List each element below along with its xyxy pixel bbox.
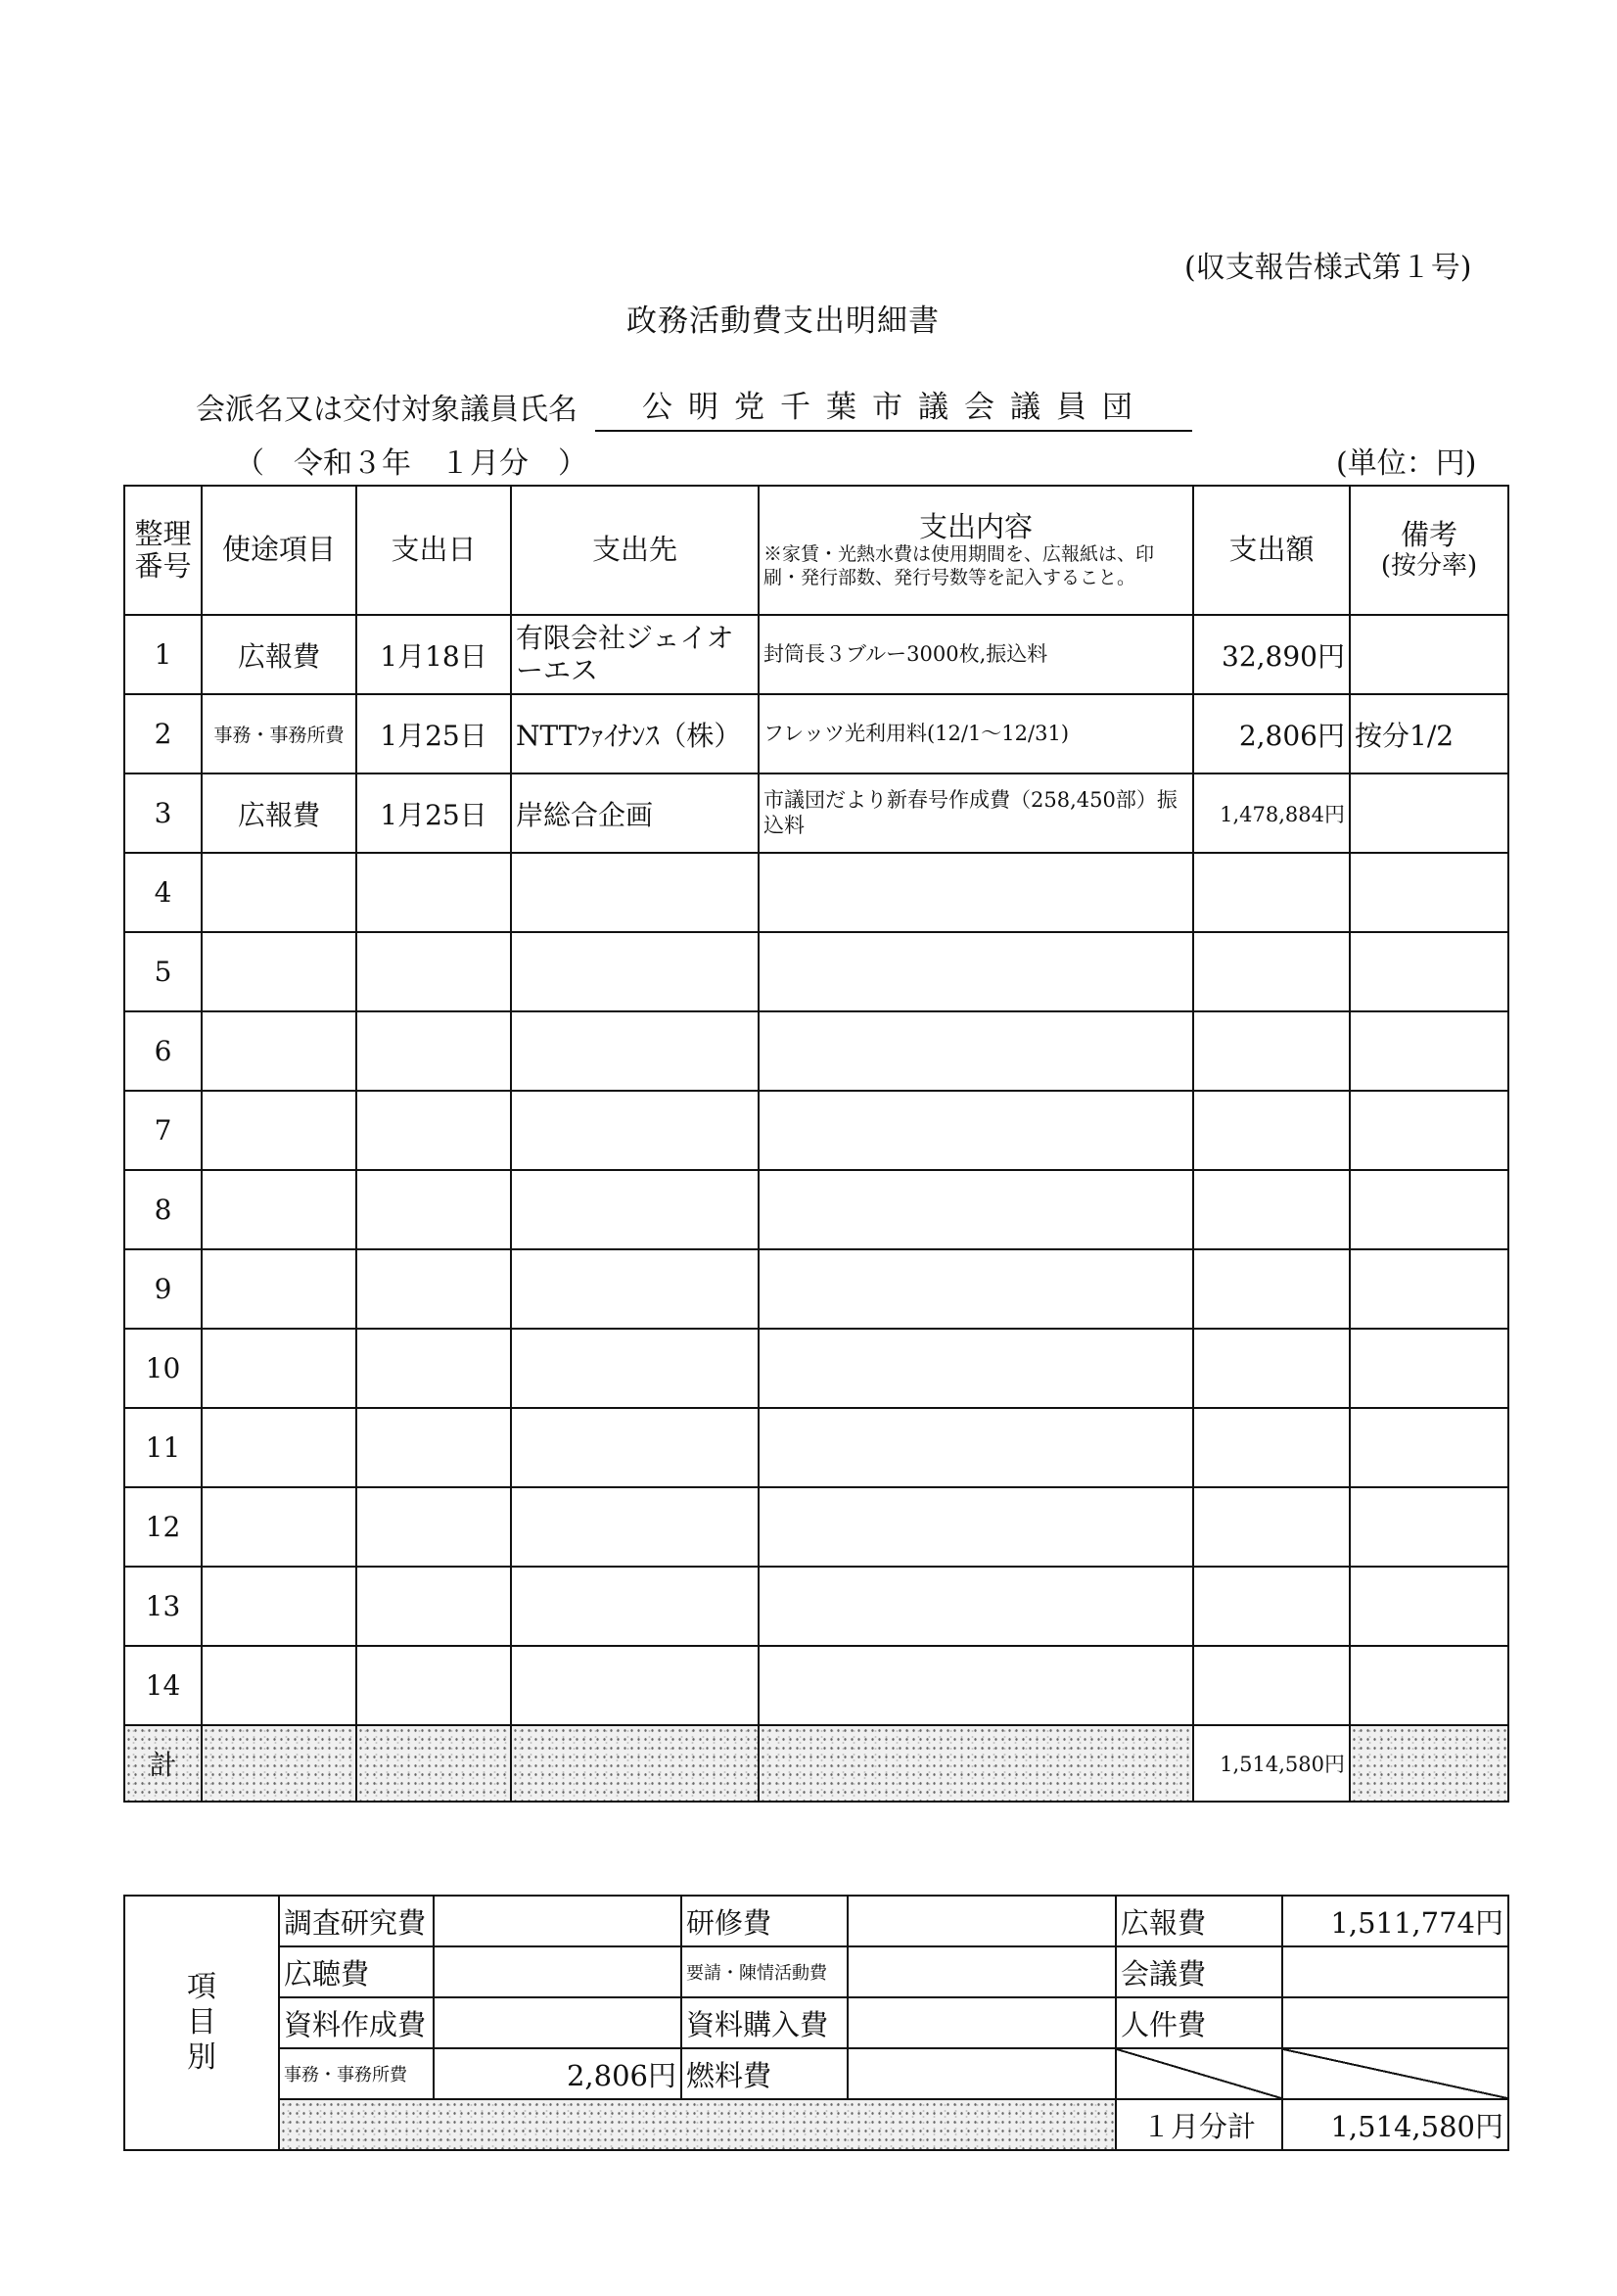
row-cell-empty: [1193, 853, 1350, 932]
category-row: [124, 1946, 1508, 1997]
row-cell-empty: [759, 1011, 1193, 1091]
cat-training-value: [848, 1896, 1116, 1946]
total-blank: [511, 1725, 759, 1802]
category-row: [124, 1997, 1508, 2048]
row-cell-empty: [759, 1249, 1193, 1329]
row-cell-empty: [511, 1249, 759, 1329]
row-cell-empty: [1193, 1170, 1350, 1249]
row-cell-empty: [356, 1329, 511, 1408]
row-cell-empty: [356, 1646, 511, 1725]
row-cell-empty: [1350, 1170, 1508, 1249]
table-row: [124, 1249, 1508, 1329]
row-no: 4: [124, 853, 202, 932]
row-cell-empty: [356, 1249, 511, 1329]
total-label: 計: [124, 1725, 202, 1802]
row-cell-empty: [1193, 1329, 1350, 1408]
row-cell-empty: [356, 853, 511, 932]
row-amount: 32,890円: [1193, 615, 1350, 694]
row-purpose: 事務・事務所費: [202, 694, 356, 773]
cat-meeting-value: [1282, 1946, 1508, 1997]
row-cell-empty: [511, 1487, 759, 1567]
row-cell-empty: [1350, 1091, 1508, 1170]
category-row: [124, 1896, 1508, 1946]
row-cell-empty: [511, 1646, 759, 1725]
cat-materials-creation-value: [434, 1997, 681, 2048]
row-cell-empty: [356, 932, 511, 1011]
table-row: [124, 1011, 1508, 1091]
row-cell-empty: [202, 1011, 356, 1091]
cat-office-value: 2,806円: [434, 2048, 681, 2099]
row-cell-empty: [202, 1487, 356, 1567]
category-row: [124, 2048, 1508, 2099]
cat-materials-purchase-label: 資料購入費: [681, 1997, 848, 2048]
cat-publicity-label: 広報費: [1116, 1896, 1282, 1946]
header-content-label: 支出内容: [918, 509, 1033, 543]
table-row: [124, 1170, 1508, 1249]
row-cell-empty: [202, 932, 356, 1011]
category-label: [124, 1896, 279, 2150]
row-remarks: 按分1/2: [1350, 694, 1508, 773]
header-amount: 支出額: [1193, 486, 1350, 615]
row-cell-empty: [202, 1329, 356, 1408]
row-purpose: 広報費: [202, 615, 356, 694]
header-no: [124, 486, 202, 615]
cat-publicity-value: 1,511,774円: [1282, 1896, 1508, 1946]
row-date: 1月18日: [356, 615, 511, 694]
diagonal-cell: [1282, 2048, 1508, 2099]
row-cell-empty: [1193, 1567, 1350, 1646]
total-amount: 1,514,580円: [1193, 1725, 1350, 1802]
document-title: 政務活動費支出明細書: [626, 304, 940, 339]
header-row: [124, 486, 1508, 615]
row-cell-empty: [356, 1170, 511, 1249]
party-label: 会派名又は交付対象議員氏名: [196, 393, 578, 427]
row-cell-empty: [759, 1091, 1193, 1170]
row-amount: 2,806円: [1193, 694, 1350, 773]
row-no: 1: [124, 615, 202, 694]
expense-table: [123, 485, 1509, 1803]
row-content: フレッツ光利用料(12/1～12/31): [759, 694, 1193, 773]
row-cell-empty: [759, 1170, 1193, 1249]
row-cell-empty: [356, 1408, 511, 1487]
total-blank: [759, 1725, 1193, 1802]
row-cell-empty: [511, 1091, 759, 1170]
row-cell-empty: [1193, 1249, 1350, 1329]
header-content-note: ※家賃・光熱水費は使用期間を、広報紙は、印刷・発行部数、発行号数等を記入すること。: [763, 542, 1155, 588]
row-cell-empty: [1350, 853, 1508, 932]
total-row: [124, 1725, 1508, 1802]
table-row: [124, 773, 1508, 853]
total-blank: [356, 1725, 511, 1802]
row-cell-empty: [511, 1567, 759, 1646]
row-remarks: [1350, 615, 1508, 694]
cat-personnel-label: 人件費: [1116, 1997, 1282, 2048]
row-cell-empty: [1350, 1567, 1508, 1646]
row-date: 1月25日: [356, 773, 511, 853]
cat-petition-value: [848, 1946, 1116, 1997]
row-no: 8: [124, 1170, 202, 1249]
table-row: [124, 853, 1508, 932]
unit-label: (単位：円): [1336, 446, 1477, 481]
row-cell-empty: [1193, 1011, 1350, 1091]
row-no: 7: [124, 1091, 202, 1170]
row-cell-empty: [1193, 1408, 1350, 1487]
row-no: 12: [124, 1487, 202, 1567]
table-row: [124, 1487, 1508, 1567]
cat-petition-label: 要請・陳情活動費: [681, 1946, 848, 1997]
row-cell-empty: [759, 932, 1193, 1011]
row-no: 5: [124, 932, 202, 1011]
cat-training-label: 研修費: [681, 1896, 848, 1946]
row-cell-empty: [202, 1408, 356, 1487]
row-cell-empty: [202, 1646, 356, 1725]
table-row: [124, 615, 1508, 694]
cat-hearing-value: [434, 1946, 681, 1997]
row-cell-empty: [356, 1487, 511, 1567]
row-cell-empty: [202, 1249, 356, 1329]
row-cell-empty: [1193, 1646, 1350, 1725]
header-remarks-sub: (按分率): [1380, 550, 1478, 581]
category-total-row: [124, 2099, 1508, 2150]
form-code: (収支報告様式第１号): [1184, 251, 1472, 285]
row-purpose: 広報費: [202, 773, 356, 853]
row-cell-empty: [511, 932, 759, 1011]
cat-research-value: [434, 1896, 681, 1946]
row-cell-empty: [1350, 1487, 1508, 1567]
category-table: [123, 1895, 1509, 2151]
row-cell-empty: [759, 1329, 1193, 1408]
row-cell-empty: [356, 1011, 511, 1091]
row-cell-empty: [1193, 1091, 1350, 1170]
row-cell-empty: [759, 1646, 1193, 1725]
row-cell-empty: [511, 1011, 759, 1091]
cat-fuel-value: [848, 2048, 1116, 2099]
header-no-label: 整理番号: [134, 516, 192, 583]
row-no: 2: [124, 694, 202, 773]
report-period: （ 令和３年 １月分 ）: [235, 446, 587, 481]
row-cell-empty: [202, 1567, 356, 1646]
row-cell-empty: [356, 1567, 511, 1646]
row-cell-empty: [356, 1091, 511, 1170]
row-cell-empty: [511, 1170, 759, 1249]
total-blank: [202, 1725, 356, 1802]
table-row: [124, 1408, 1508, 1487]
row-cell-empty: [511, 1408, 759, 1487]
total-blank: [1350, 1725, 1508, 1802]
row-amount: 1,478,884円: [1193, 773, 1350, 853]
row-payee: 岸総合企画: [511, 773, 759, 853]
row-cell-empty: [759, 1487, 1193, 1567]
header-content: [759, 486, 1193, 615]
row-cell-empty: [202, 853, 356, 932]
month-total-value: 1,514,580円: [1282, 2099, 1508, 2150]
row-remarks: [1350, 773, 1508, 853]
category-total-blank: [279, 2099, 1116, 2150]
cat-fuel-label: 燃料費: [681, 2048, 848, 2099]
row-no: 10: [124, 1329, 202, 1408]
row-cell-empty: [1193, 1487, 1350, 1567]
header-remarks-label: 備考: [1400, 518, 1457, 552]
category-label-text: 項目別: [187, 1970, 216, 2075]
row-cell-empty: [1350, 1329, 1508, 1408]
row-content: 市議団だより新春号作成費（258,450部）振込料: [759, 773, 1193, 853]
expense-rows: [124, 615, 1508, 853]
row-cell-empty: [1193, 932, 1350, 1011]
row-content: 封筒長３ブルー3000枚,振込料: [759, 615, 1193, 694]
cat-personnel-value: [1282, 1997, 1508, 2048]
row-cell-empty: [1350, 1408, 1508, 1487]
row-no: 11: [124, 1408, 202, 1487]
row-payee: NTTﾌｧｲﾅﾝｽ（株）: [511, 694, 759, 773]
table-row: [124, 1091, 1508, 1170]
diagonal-cell: [1116, 2048, 1282, 2099]
table-row: [124, 694, 1508, 773]
table-row: [124, 1329, 1508, 1408]
header-remarks: [1350, 486, 1508, 615]
row-cell-empty: [1350, 1249, 1508, 1329]
empty-rows: [124, 853, 1508, 1725]
row-no: 14: [124, 1646, 202, 1725]
row-payee: 有限会社ジェイオーエス: [511, 615, 759, 694]
row-no: 13: [124, 1567, 202, 1646]
table-row: [124, 1646, 1508, 1725]
row-no: 3: [124, 773, 202, 853]
header-purpose: 使途項目: [202, 486, 356, 615]
cat-meeting-label: 会議費: [1116, 1946, 1282, 1997]
cat-materials-purchase-value: [848, 1997, 1116, 2048]
row-cell-empty: [1350, 1646, 1508, 1725]
row-cell-empty: [759, 853, 1193, 932]
row-cell-empty: [1350, 1011, 1508, 1091]
cat-office-label: 事務・事務所費: [279, 2048, 434, 2099]
row-cell-empty: [1350, 932, 1508, 1011]
party-name: 公明党千葉市議会議員団: [595, 382, 1192, 432]
row-no: 9: [124, 1249, 202, 1329]
cat-materials-creation-label: 資料作成費: [279, 1997, 434, 2048]
table-row: [124, 932, 1508, 1011]
row-cell-empty: [511, 1329, 759, 1408]
row-cell-empty: [202, 1170, 356, 1249]
row-cell-empty: [202, 1091, 356, 1170]
month-total-label: １月分計: [1116, 2099, 1282, 2150]
cat-research-label: 調査研究費: [279, 1896, 434, 1946]
row-cell-empty: [759, 1567, 1193, 1646]
table-row: [124, 1567, 1508, 1646]
header-date: 支出日: [356, 486, 511, 615]
row-cell-empty: [511, 853, 759, 932]
header-payee: 支出先: [511, 486, 759, 615]
row-no: 6: [124, 1011, 202, 1091]
row-date: 1月25日: [356, 694, 511, 773]
row-cell-empty: [759, 1408, 1193, 1487]
cat-hearing-label: 広聴費: [279, 1946, 434, 1997]
